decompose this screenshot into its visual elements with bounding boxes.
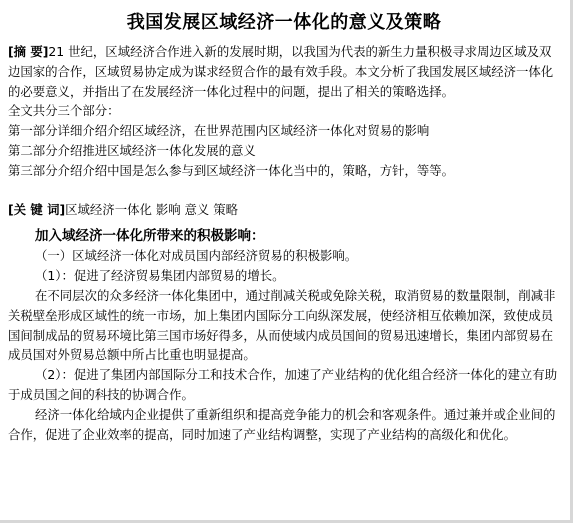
body-paragraph-1: 在不同层次的众多经济一体化集团中，通过削减关税或免除关税，取消贸易的数量限制，削减非关税壁垒形成区域性的统一市场，加上集团内国际分工向纵深发展，使经济相互依赖加深，致使成员国间制成品的贸易环境比第三国市场好得多，从而使域内成员国间的贸易迅速增长，集团内部贸易在成员国对外贸易总额中所占比重也明显提高。 [8,287,556,363]
document-page [8,0,560,444]
point-1-title: （1）：促进了经济贸易集团内部贸易的增长。 [35,268,285,284]
abstract-tag: [摘 要] [8,44,49,59]
abstract-paragraph [8,42,560,101]
keywords-text: 区域经济一体化 影响 意义 策略 [65,201,239,217]
document-title: 我国发展区域经济一体化的意义及策略 [126,12,442,33]
section-heading: 加入域经济一体化所带来的积极影响： [35,228,265,245]
outline-part-2: 第二部分介绍推进区域经济一体化发展的意义 [8,142,256,158]
abstract-text: 21 世纪，区域经济合作进入新的发展时期，以我国为代表的新生力量积极寻求周边区域及双边国家的合作，区域贸易协定成为谋求经贸合作的最有效手段。本文分析了我国发展区域经济一体化的必要意义，并指出了在发展经济一体化过程中的问题，提出了相关的策略选择。 [8,44,554,99]
spacer [8,181,560,200]
outline-intro: 全文共分三个部分： [8,103,120,119]
keywords-tag: [关 键 词] [8,201,66,217]
body-paragraph-2: （2）：促进了集团内部国际分工和技术合作，加速了产业结构的优化组合经济一体化的建立有助于成员国之间的科技的协调合作。 [8,367,558,402]
subsection-1-title: （一）区域经济一体化对成员国内部经济贸易的积极影响。 [35,248,358,264]
body-paragraph-3: 经济一体化给域内企业提供了重新组织和提高竞争能力的机会和客观条件。通过兼并或企业间的合作，促进了企业效率的提高，同时加速了产业结构调整，实现了产业结构的高级化和优化。 [8,406,556,442]
outline-part-1: 第一部分详细介绍介绍区域经济，在世界范围内区域经济一体化对贸易的影响 [8,123,430,139]
outline-part-3: 第三部分介绍介绍中国是怎么参与到区域经济一体化当中的，策略，方针，等等。 [8,162,455,178]
keywords-line [8,200,560,220]
